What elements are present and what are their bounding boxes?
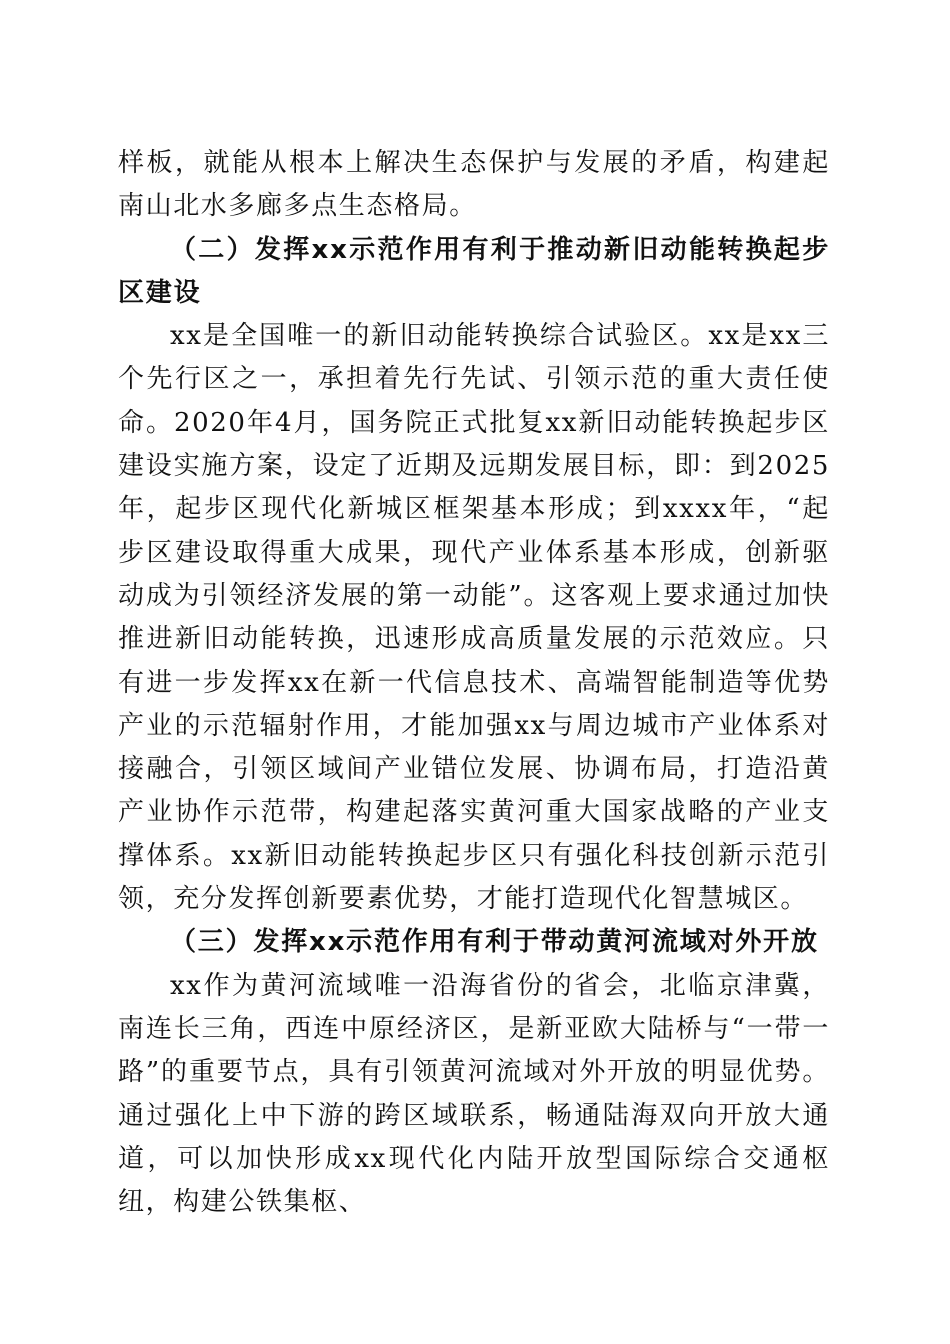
paragraph-continuation: 样板，就能从根本上解决生态保护与发展的矛盾，构建起南山北水多廊多点生态格局。 [118, 148, 830, 222]
section-heading-2: （二）发挥xx示范作用有利于推动新旧动能转换起步区建设 [118, 234, 830, 308]
section-heading-3: （三）发挥xx示范作用有利于带动黄河流域对外开放 [170, 927, 819, 958]
paragraph-body-2: xx是全国唯一的新旧动能转换综合试验区。xx是xx三个先行区之一，承担着先行先试、引领示范的重大责任使命。2020年4月，国务院正式批复xx新旧动能转换起步区建设实施方案，设定了近期及远期发展目标，即：到2025年，起步区现代化新城区框架基本形成；到xxxx年，“起步区建设取得重大成果，现代产业体系基本形成，创新驱动成为引领经济发展的第一动能”。这客观上要求通过加快推进新旧动能转换，迅速形成高质量发展的示范效应。只有进一步发挥xx在新一代信息技术、高端智能制造等优势产业的示范辐射作用，才能加强xx与周边城市产业体系对接融合，引领区域间产业错位发展、协调布局，打造沿黄产业协作示范带，构建起落实黄河重大国家战略的产业支撑体系。xx新旧动能转换起步区只有强化科技创新示范引领，充分发挥创新要素优势，才能打造现代化智慧城区。 [118, 321, 830, 915]
document-page [118, 142, 830, 1224]
paragraph-body-3: xx作为黄河流域唯一沿海省份的省会，北临京津冀，南连长三角，西连中原经济区，是新亚欧大陆桥与“一带一路”的重要节点，具有引领黄河流域对外开放的明显优势。通过强化上中下游的跨区域联系，畅通陆海双向开放大通道，可以加快形成xx现代化内陆开放型国际综合交通枢纽，构建公铁集枢、 [118, 970, 830, 1218]
